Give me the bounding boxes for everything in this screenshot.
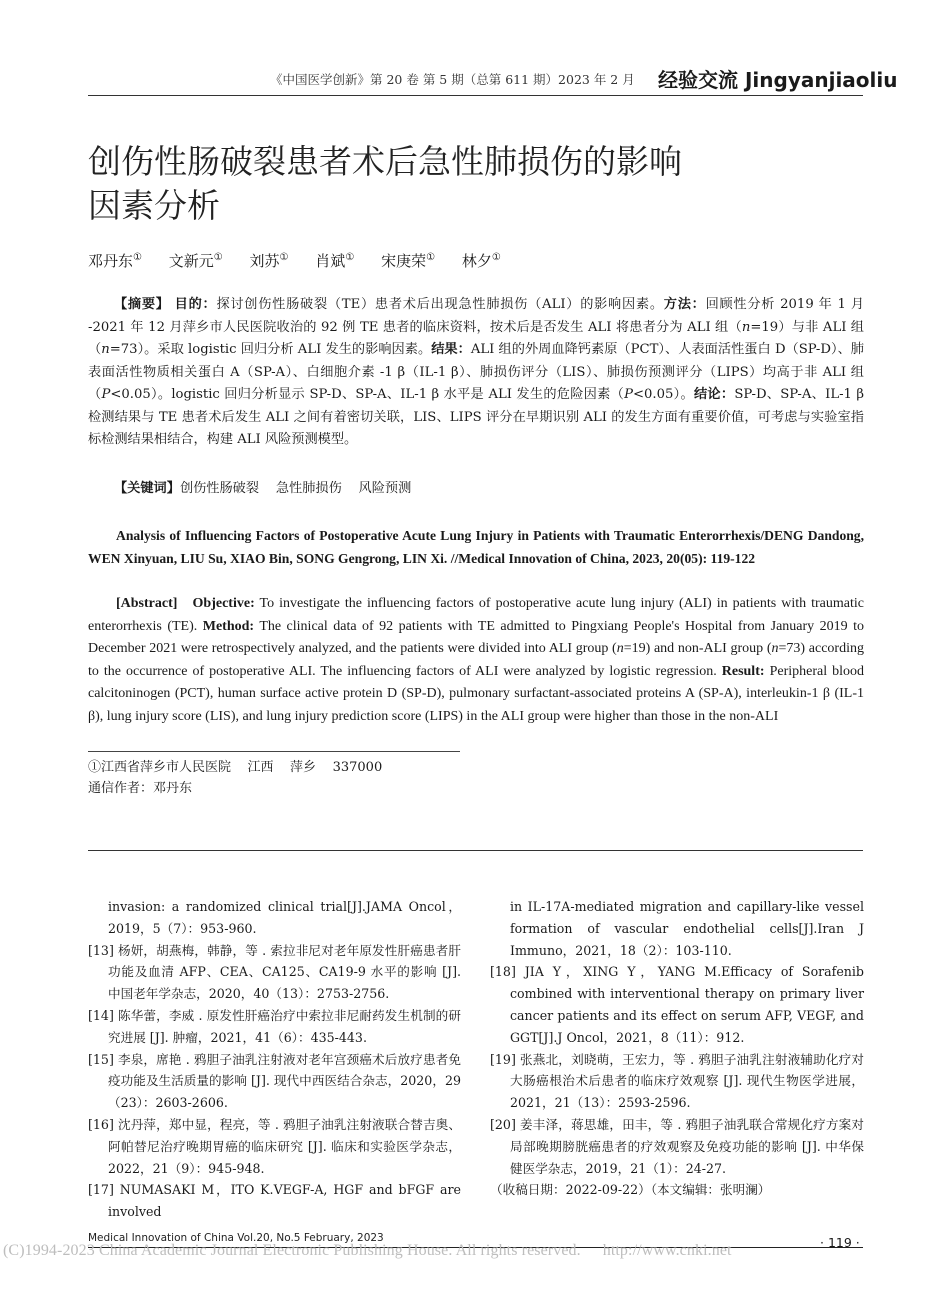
- affiliation-note: ①江西省萍乡市人民医院 江西 萍乡 337000: [88, 760, 383, 775]
- conclusion-text: SP-D、SP-A、IL-1 β 检测结果与 TE 患者术后发生 ALI 之间有着密切关联，LIS、LIPS 评分在早期识别 ALI 的发生方面有重要价值，可考虑与实验室指标检测结果相结合，构建 ALI 风险预测模型。: [88, 387, 865, 447]
- reference-item: [16] 沈丹萍，郑中显，程亮，等 . 鸦胆子油乳注射液联合替吉奥、阿帕替尼治疗晚期胃癌的临床研究 [J]. 临床和实验医学杂志，2022，21（9）：945-948.: [88, 1116, 461, 1176]
- english-title-citation: Analysis of Influencing Factors of Postoperative Acute Lung Injury in Patients with Traumatic Enterorrhexis/DENG Dandong, WEN Xinyuan, LIU Su, XIAO Bin, SONG Gengrong, LIN Xi. //Medical Innovation of China, 2023, 20(05): 119-122: [88, 528, 864, 566]
- result-label: 结果：: [431, 342, 471, 357]
- p-symbol: P: [624, 387, 633, 402]
- affiliation-mark: ①: [345, 252, 355, 263]
- reference-item: [14] 陈华蕾，李威 . 原发性肝癌治疗中索拉非尼耐药发生机制的研究进展 [J]. 肿瘤，2021，41（6）：435-443.: [88, 1007, 461, 1045]
- author: 宋庚荣①: [381, 252, 436, 270]
- references-right-column: [490, 896, 864, 1201]
- n-symbol: n: [616, 641, 624, 656]
- n-symbol: n: [771, 641, 779, 656]
- method-label: Method:: [202, 618, 255, 634]
- objective-text: To investigate the influencing factors of postoperative acute lung injury (ALI) in patients with traumatic enterorrhexis (TE).: [88, 596, 864, 634]
- section-divider: [88, 850, 863, 851]
- title-line-1: 创伤性肠破裂患者术后急性肺损伤的影响: [88, 142, 682, 181]
- method-label: 方法：: [663, 297, 706, 312]
- footnote-rule: [88, 751, 460, 752]
- received-date-editor: （收稿日期：2022-09-22）（本文编辑：张明澜）: [490, 1182, 771, 1198]
- author: 刘苏①: [249, 252, 289, 270]
- author: 邓丹东①: [88, 252, 142, 270]
- page-number: · 119 ·: [820, 1235, 860, 1250]
- reference-item: [15] 李泉，席艳 . 鸦胆子油乳注射液对老年宫颈癌术后放疗患者免疫功能及生活质量的影响 [J]. 现代中西医结合杂志，2020，29（23）：2603-2606.: [88, 1051, 461, 1111]
- affiliation-mark: ①: [491, 252, 501, 263]
- reference-item: [18] JIA Y，XING Y，YANG M.Efficacy of Sorafenib combined with interventional therapy on primary liver cancer patients and its effect on serum AFP, VEGF, and GGT[J].J Oncol，2021，8（11）：912.: [490, 964, 864, 1045]
- conclusion-label: 结论：: [693, 387, 735, 402]
- abstract-label: [Abstract]: [116, 596, 178, 611]
- p-symbol: P: [101, 387, 111, 402]
- n-symbol: n: [741, 319, 751, 335]
- author-list: [88, 250, 848, 271]
- author: 肖斌①: [315, 252, 355, 270]
- keywords-text: 创伤性肠破裂 急性肺损伤 风险预测: [179, 481, 412, 496]
- objective-label: Objective:: [192, 596, 255, 611]
- objective-text: 探讨创伤性肠破裂（TE）患者术后出现急性肺损伤（ALI）的影响因素。: [216, 297, 664, 312]
- affiliation-mark: ①: [426, 252, 436, 263]
- reference-item: [19] 张燕北，刘晓萌，王宏力，等 . 鸦胆子油乳注射液辅助化疗对大肠癌根治术后患者的临床疗效观察 [J]. 现代生物医学进展，2021，21（13）：2593-2596.: [490, 1051, 864, 1111]
- keywords: [88, 478, 864, 501]
- keywords-label: 【关键词】: [114, 481, 180, 496]
- english-abstract: [Abstract] Objective: To investigate the influencing factors of postoperative acute lung injury (ALI) in patients with traumatic enterorrhexis (TE). Method: The clinical data of 92 patients with TE admitted to Pingxiang People's Hospital from January 2019 to December 2021 were retrospectively analyzed, and the patients were divided into ALI group (n=19) and non-ALI group (n=73) according to the occurrence of postoperative ALI. The influencing factors of ALI were analyzed by logistic regression. Result: Peripheral blood calcitoninogen (PCT), human surface active protein D (SP-D), pulmonary surfactant-associated proteins A (SP-A), interleukin-1 β (IL-1 β), lung injury score (LIS), and lung injury prediction score (LIPS) in the ALI group were higher than those in the non-ALI: [88, 596, 864, 724]
- header-rule: [88, 95, 863, 96]
- author: 林夕①: [461, 252, 501, 270]
- result-text: Peripheral blood calcitoninogen (PCT), human surface active protein D (SP-D), pulmonary surfactant-associated proteins A (SP-A), interleukin-1 β (IL-1 β), lung injury score (LIS), and lung injury prediction score (LIPS) in the ALI group were higher than those in the non-ALI: [88, 663, 864, 724]
- objective-label: 目的：: [174, 297, 217, 312]
- method-text: 回顾性分析 2019 年 1 月 -2021 年 12 月萍乡市人民医院收治的 92 例 TE 患者的临床资料，按术后是否发生 ALI 将患者分为 ALI 组（: [88, 297, 865, 335]
- n-symbol: n: [101, 342, 110, 357]
- method-text: The clinical data of 92 patients with TE admitted to Pingxiang People's Hospital from January 2019 to December 2021 were retrospectively analyzed, and the patients were divided into ALI group (: [88, 618, 864, 656]
- title-line-2: 因素分析: [88, 186, 220, 225]
- reference-item: [20] 姜丰泽，蒋思雄，田丰，等 . 鸦胆子油乳联合常规化疗方案对局部晚期膀胱癌患者的疗效观察及免疫功能的影响 [J]. 中华保健医学杂志，2019，21（1）：24-27.: [490, 1116, 864, 1176]
- references-left-column: [88, 896, 461, 1223]
- website-text: http://www.cnki.net: [602, 1242, 732, 1259]
- journal-issue-line: 《中国医学创新》第 20 卷 第 5 期（总第 611 期）2023 年 2 月: [270, 72, 635, 87]
- affiliation-mark: ①: [133, 252, 142, 263]
- reference-item: in IL-17A-mediated migration and capillary-like vessel formation of vascular endothelial cells[J].Iran J Immuno，2021，18（2）：103-110.: [510, 899, 864, 958]
- abstract-label: 【摘要】: [114, 297, 170, 312]
- copyright-watermark: [3, 1242, 947, 1260]
- reference-item: [13] 杨妍，胡燕梅，韩静，等 . 索拉非尼对老年原发性肝癌患者肝功能及血清 AFP、CEA、CA125、CA19-9 水平的影响 [J]. 中国老年学杂志，2020，40（13）：2753-2756.: [88, 942, 461, 1002]
- copyright-text: (C)1994-2023 China Academic Journal Electronic Publishing House. All rights reserved.: [3, 1242, 581, 1259]
- reference-item: [17] NUMASAKI M，ITO K.VEGF-A, HGF and bFGF are involved: [88, 1182, 461, 1220]
- affiliation-mark: ①: [213, 252, 223, 263]
- corresponding-author: 通信作者：邓丹东: [88, 781, 193, 796]
- affiliation-mark: ①: [279, 252, 289, 263]
- author: 文新元①: [168, 252, 223, 270]
- reference-item: invasion: a randomized clinical trial[J].JAMA Oncol，2019，5（7）：953-960.: [108, 899, 461, 936]
- chinese-abstract: 【摘要】 目的：探讨创伤性肠破裂（TE）患者术后出现急性肺损伤（ALI）的影响因素。方法：回顾性分析 2019 年 1 月 -2021 年 12 月萍乡市人民医院收治的 92 例 TE 患者的临床资料，按术后是否发生 ALI 将患者分为 ALI 组（n=19）与非 ALI 组（n=73）。采取 logistic 回归分析 ALI 发生的影响因素。结果：ALI 组的外周血降钙素原（PCT）、人表面活性蛋白 D（SP-D）、肺表面活性物质相关蛋白 A（SP-A）、白细胞介素 -1 β（IL-1 β）、肺损伤评分（LIS）、肺损伤预测评分（LIPS）均高于非 ALI 组（P<0.05）。logistic 回归分析显示 SP-D、SP-A、IL-1 β 水平是 ALI 发生的危险因素（P<0.05）。结论：SP-D、SP-A、IL-1 β 检测结果与 TE 患者术后发生 ALI 之间有着密切关联，LIS、LIPS 评分在早期识别 ALI 的发生方面有重要价值，可考虑与实验室指标检测结果相结合，构建 ALI 风险预测模型。: [88, 297, 865, 447]
- footer-journal: Medical Innovation of China Vol.20, No.5 February, 2023: [88, 1232, 384, 1244]
- article-title: [88, 140, 848, 228]
- result-text: ALI 组的外周血降钙素原（PCT）、人表面活性蛋白 D（SP-D）、肺表面活性物质相关蛋白 A（SP-A）、白细胞介素 -1 β（IL-1 β）、肺损伤评分（LIS）、肺损伤预测评分（LIPS）均高于非 ALI 组（: [88, 342, 864, 402]
- result-label: Result:: [721, 663, 765, 679]
- section-name: 经验交流 Jingyanjiaoliu: [658, 68, 898, 92]
